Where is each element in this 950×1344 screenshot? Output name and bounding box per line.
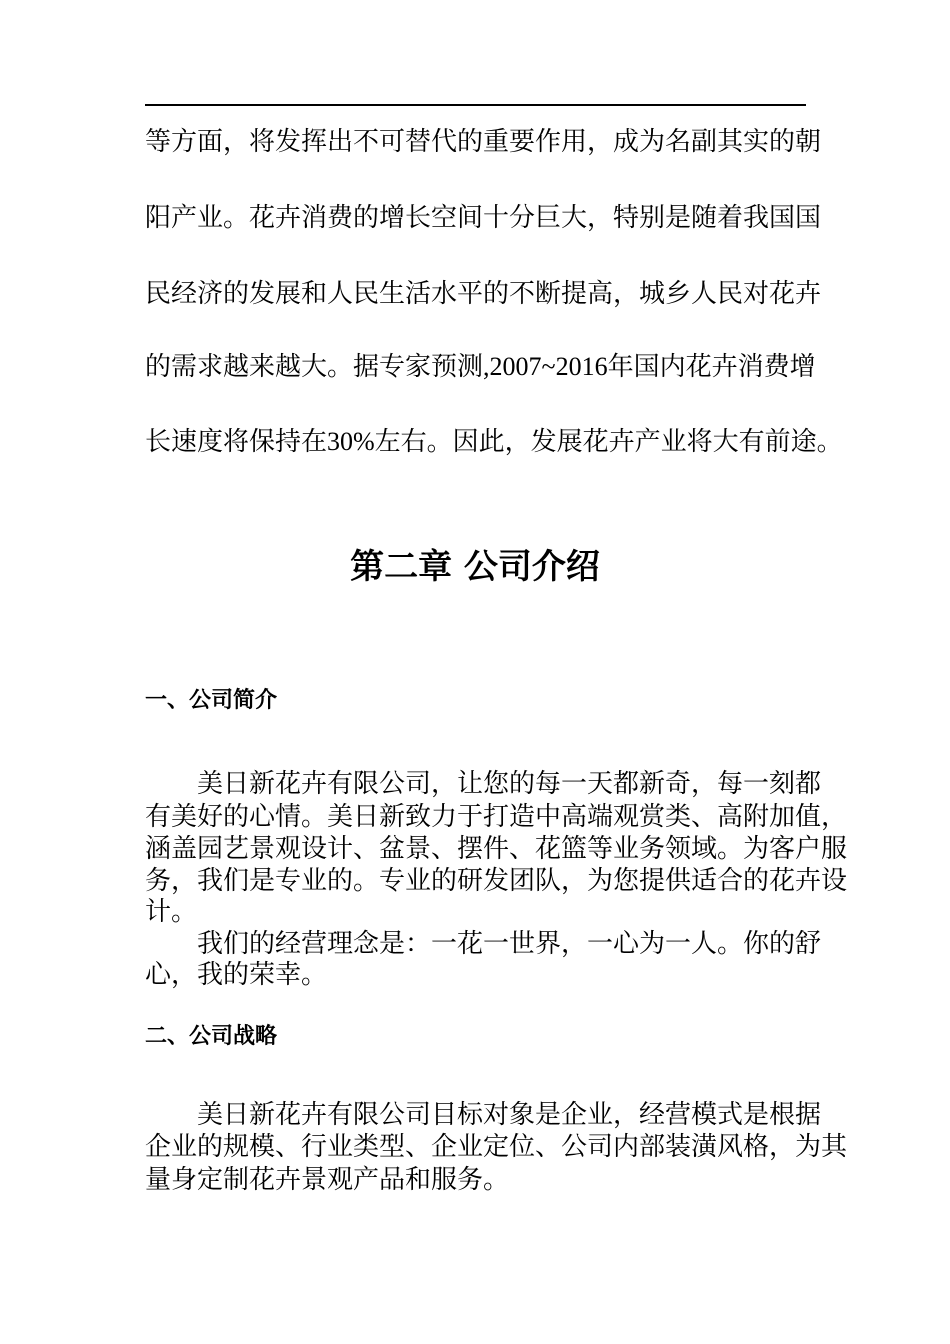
section-heading: 一、公司简介	[145, 688, 278, 713]
body-text-line: 心，我的荣幸。	[145, 960, 328, 989]
body-text-line: 美日新花卉有限公司目标对象是企业，经营模式是根据	[197, 1100, 822, 1129]
body-text-line: 量身定制花卉景观产品和服务。	[145, 1165, 510, 1194]
body-text-line: 企业的规模、行业类型、企业定位、公司内部装潢风格，为其	[145, 1132, 848, 1161]
body-text-line: 美日新花卉有限公司，让您的每一天都新奇，每一刻都	[197, 769, 822, 798]
body-text-line: 的需求越来越大。据专家预测,2007~2016年国内花卉消费增	[145, 352, 816, 381]
body-text-line: 涵盖园艺景观设计、盆景、摆件、花篮等业务领域。为客户服	[145, 834, 848, 863]
body-text-line: 阳产业。花卉消费的增长空间十分巨大，特别是随着我国国	[145, 203, 822, 232]
body-text-line: 等方面，将发挥出不可替代的重要作用，成为名副其实的朝	[145, 127, 822, 156]
header-rule	[145, 104, 806, 106]
body-text-line: 民经济的发展和人民生活水平的不断提高，城乡人民对花卉	[145, 279, 822, 308]
body-text-line: 有美好的心情。美日新致力于打造中高端观赏类、高附加值，	[145, 802, 848, 831]
body-text-line: 长速度将保持在30%左右。因此，发展花卉产业将大有前途。	[145, 427, 843, 456]
body-text-line: 我们的经营理念是：一花一世界，一心为一人。你的舒	[197, 929, 822, 958]
section-heading: 二、公司战略	[145, 1024, 278, 1049]
chapter-title: 第二章 公司介绍	[350, 547, 600, 587]
body-text-line: 务，我们是专业的。专业的研发团队，为您提供适合的花卉设	[145, 866, 848, 895]
body-text-line: 计。	[145, 897, 198, 926]
